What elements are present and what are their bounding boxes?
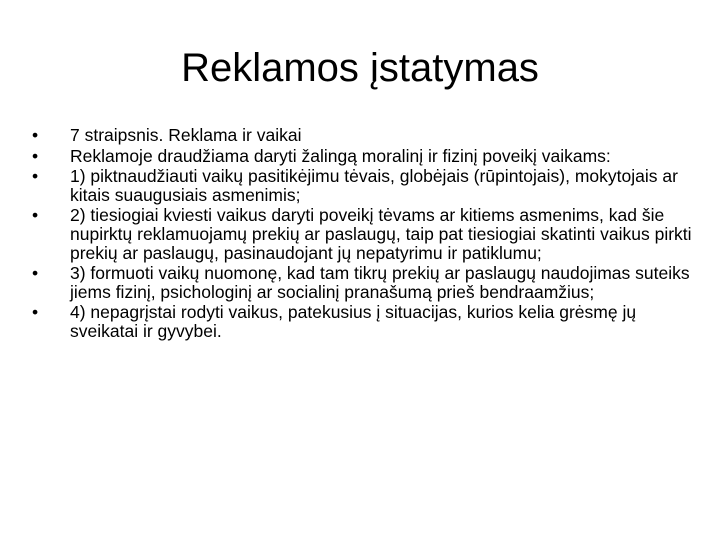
bullet-icon: • (32, 166, 39, 187)
bullet-icon: • (32, 302, 39, 323)
bullet-item (32, 147, 692, 166)
bullet-list (32, 126, 692, 343)
bullet-text: 4) nepagrįstai rodyti vaikus, patekusius į situacijas, kurios kelia grėsmę jų sveikatai ir gyvybei. (70, 302, 637, 341)
bullet-item (32, 303, 692, 340)
bullet-item (32, 126, 692, 145)
bullet-text: 1) piktnaudžiauti vaikų pasitikėjimu tėvais, globėjais (rūpintojais), mokytojais ar kitais suaugusiais asmenimis; (70, 166, 678, 205)
bullet-icon: • (32, 145, 39, 166)
bullet-item (32, 167, 692, 204)
bullet-text: Reklamoje draudžiama daryti žalingą moralinį ir fizinį poveikį vaikams: (70, 145, 611, 166)
bullet-item (32, 206, 692, 262)
bullet-icon: • (32, 205, 39, 226)
bullet-text: 2) tiesiogiai kviesti vaikus daryti poveikį tėvams ar kitiems asmenims, kad šie nupirktų reklamuojamų prekių ar paslaugų, taip pat tiesiogiai skatinti vaikus pirkti prekių ar paslaugų, pasinaudojant jų nepatyrimu ir patiklumu; (70, 205, 692, 263)
bullet-text: 7 straipsnis. Reklama ir vaikai (70, 125, 302, 145)
slide-title: Reklamos įstatymas (181, 46, 539, 90)
bullet-icon: • (32, 263, 39, 284)
bullet-text: 3) formuoti vaikų nuomonę, kad tam tikrų prekių ar paslaugų naudojimas suteiks jiems fizinį, psichologinį ar socialinį pranašumą prieš bendraamžius; (70, 263, 690, 302)
bullet-item (32, 264, 692, 301)
bullet-icon: • (32, 125, 39, 145)
